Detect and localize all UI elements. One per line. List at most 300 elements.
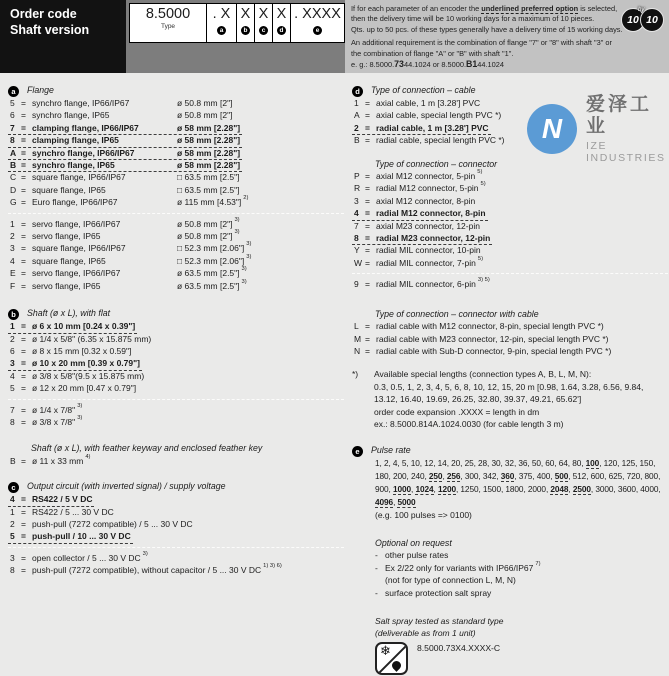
option-row	[8, 267, 249, 279]
flange-options-group2	[8, 218, 344, 292]
delivery-note	[351, 4, 627, 73]
option-desc: radial cable with M12 connector, 8-pin, special length PVC *)	[376, 321, 604, 332]
option-row	[8, 493, 94, 506]
option-desc: ø 6 x 10 mm [0.24 x 0.39"]	[32, 321, 136, 332]
pulse-rate-value: 200	[392, 471, 407, 482]
parameter-letter-badge: b	[241, 26, 250, 35]
footnote-line: ex.: 8.5000.814A.1024.0030 (for cable length 3 m)	[374, 418, 564, 429]
optional-bullet-list	[375, 549, 668, 599]
equals-sign: =	[21, 506, 26, 517]
option-desc: Euro flange, IP66/IP67	[32, 197, 118, 208]
pulse-rate-value: 300	[464, 471, 479, 482]
section-a-title: Flange	[27, 85, 54, 95]
option-code: B	[10, 455, 16, 466]
pulse-rate-value: 342	[482, 471, 497, 482]
option-row	[352, 220, 482, 232]
badge-circle-right: 10	[640, 8, 664, 32]
pulse-rate-value: 512	[572, 471, 587, 482]
option-desc: push-pull (7272 compatible) / 5 ... 30 V DC	[32, 518, 193, 529]
salt-spray-order-code: 8.5000.73X4.XXXX-C	[417, 642, 501, 653]
option-code: 1	[10, 321, 15, 332]
footnote-ref: 3)	[234, 216, 240, 223]
equals-sign: =	[21, 333, 26, 344]
pulse-rate-value: 60	[545, 458, 555, 469]
option-row	[352, 320, 606, 332]
pulse-rate-value: 1024	[415, 483, 434, 494]
option-code: 2	[10, 231, 15, 242]
flange-options-group1	[8, 97, 344, 209]
option-row	[8, 506, 116, 518]
pulse-rate-value: 4096	[375, 496, 394, 507]
option-code: 3	[10, 552, 15, 563]
ize-monogram: N	[541, 113, 563, 144]
note-text: If for each parameter of an encoder the	[351, 4, 482, 13]
order-code-letter-wrap	[277, 25, 286, 35]
option-desc: ø 1/4 x 7/8"	[32, 404, 76, 415]
salt-spray-line1: Salt spray tested as standard type	[375, 615, 504, 626]
option-desc: radial M12 connector, 8-pin	[376, 208, 486, 219]
pulse-rate-value: 4000	[640, 483, 659, 494]
connection-connector-cable-options	[352, 320, 668, 357]
option-row	[8, 255, 253, 267]
pulse-rate-value: 1000	[392, 483, 412, 494]
option-code: D	[10, 184, 17, 195]
equals-sign: =	[21, 255, 26, 266]
footnote-ref: 5)	[477, 169, 483, 176]
option-code: A	[10, 147, 17, 158]
pulse-rate-value: 250	[428, 471, 443, 482]
option-code: F	[10, 280, 16, 291]
option-desc: radial M23 connector, 12-pin	[376, 233, 491, 244]
shaft-options-group1	[8, 320, 344, 394]
pulse-rate-value: 600	[590, 471, 605, 482]
option-row	[352, 333, 610, 345]
option-code: A	[354, 110, 360, 121]
option-desc: axial cable, 1 m [3.28'] PVC	[376, 98, 481, 108]
option-row	[8, 147, 242, 160]
option-row	[8, 404, 84, 416]
group-divider	[8, 547, 344, 548]
equals-sign: =	[365, 245, 370, 256]
equals-sign: =	[21, 110, 26, 121]
pulse-rate-value: 500	[554, 471, 569, 482]
option-dimension: ø 115 mm [4.53"]	[177, 197, 242, 208]
option-desc: RS422 / 5 V DC	[32, 494, 93, 505]
pulse-rate-value: 12	[424, 458, 434, 469]
option-row	[8, 109, 234, 121]
equals-sign: =	[365, 135, 370, 146]
pulse-rate-value: 360	[500, 471, 515, 482]
option-row	[8, 280, 249, 292]
group-divider	[8, 213, 344, 214]
footnote-ref: 3)	[142, 550, 148, 557]
option-desc: ø 12 x 20 mm [0.47 x 0.79"]	[32, 383, 137, 394]
equals-sign: =	[365, 345, 370, 356]
example-flange-code: 73	[394, 59, 404, 70]
bullet-dash: -	[375, 562, 378, 573]
section-b-marker: b	[8, 309, 19, 320]
connection-connector-options	[352, 170, 668, 269]
equals-sign: =	[21, 370, 26, 381]
equals-sign: =	[21, 243, 26, 254]
bullet-text: surface protection salt spray	[385, 587, 492, 598]
option-code: 9	[354, 279, 359, 290]
option-row	[352, 109, 503, 121]
pulse-rate-value: 10	[410, 458, 420, 469]
option-code: G	[10, 197, 17, 208]
badge-circle-left: 10	[621, 8, 645, 32]
pulse-rate-value: 400	[536, 471, 551, 482]
option-code: P	[354, 171, 360, 182]
pulse-rate-value: 1	[375, 458, 380, 469]
pulse-rate-value: 50	[531, 458, 541, 469]
option-desc: ø 10 x 20 mm [0.39 x 0.79"]	[32, 358, 140, 369]
option-code: 7	[10, 122, 15, 133]
equals-sign: =	[21, 197, 26, 208]
output-circuit-group1	[8, 493, 344, 544]
equals-sign: =	[21, 416, 26, 427]
option-row	[8, 242, 253, 254]
option-dimension: ø 50.8 mm [2"]	[177, 231, 233, 242]
connection-connector-subtitle: Type of connection – connector	[375, 158, 498, 169]
option-code: 5	[10, 98, 15, 108]
option-row	[352, 182, 488, 194]
option-code: Y	[354, 245, 360, 256]
order-code-type-label: Type	[160, 23, 176, 30]
option-code: 5	[10, 383, 15, 394]
note-underlined-option: underlined preferred option	[481, 4, 579, 13]
ten-by-ten-badge	[621, 6, 667, 34]
option-code: 7	[10, 404, 15, 415]
bullet-text: other pulse rates	[385, 550, 449, 561]
footnote-line: 13.12, 16.40, 19.69, 26.25, 32.80, 39.37, 49.21, 65.62']	[374, 394, 582, 405]
equals-sign: =	[21, 231, 26, 242]
equals-sign: =	[21, 135, 26, 146]
option-desc: synchro flange, IP66/IP67	[32, 98, 130, 108]
pulse-rate-values: 1, 2, 4, 5, 10, 12, 14, 20, 25, 28, 30, 32, 36, 50, 60, 64, 80, 100, 120, 125, 150, 180, 200, 240, 250, 256, 300, 342, 360, 375, 400, 500, 512, 600, 625, 720, 800, 900, 1000, 1024, 1200, 1250, 1500, 1800, 2000, 2048, 2500, 3000, 3600, 4000, 4096, 5000	[375, 458, 661, 507]
option-dimension: ø 50.8 mm [2"]	[177, 110, 233, 121]
option-dimension: ø 63.5 mm [2.5"]	[177, 268, 240, 279]
footnote-ref: 3)	[246, 253, 252, 260]
equals-sign: =	[365, 321, 370, 332]
option-desc: clamping flange, IP65	[32, 135, 119, 146]
pulse-rate-value: 1250	[460, 483, 479, 494]
note-text: An additional requirement is the combination of flange "7" or "8" with shaft "3" or	[351, 38, 613, 48]
option-row	[8, 333, 153, 345]
option-desc: ø 3/8 x 5/8"(9.5 x 15.875 mm)	[32, 370, 145, 381]
pulse-rate-value: 100	[585, 458, 600, 469]
option-code: 3	[10, 243, 15, 254]
option-desc: synchro flange, IP66/IP67	[32, 147, 135, 158]
footnote-ref: 5)	[477, 255, 484, 262]
option-code: 3	[354, 195, 359, 206]
option-row	[8, 218, 242, 230]
section-e-title: Pulse rate	[371, 445, 411, 456]
equals-sign: =	[21, 280, 26, 291]
footnote-ref: 3)	[241, 278, 247, 285]
equals-sign: =	[21, 383, 26, 394]
footnote-ref: 3)	[246, 241, 252, 248]
option-row	[8, 122, 242, 135]
option-row	[8, 564, 284, 576]
parameter-letter-badge: d	[277, 26, 286, 35]
pulse-rate-value: 720	[626, 471, 641, 482]
footnote-line: 0.3, 0.5, 1, 2, 3, 4, 5, 6, 8, 10, 12, 15, 20 m [0.98, 1.64, 3.28, 6.56, 9.84,	[374, 381, 644, 392]
footnote-ref: 4)	[85, 453, 91, 460]
option-dimension: ø 63.5 mm [2.5"]	[177, 280, 240, 291]
option-desc: radial cable, special length PVC *)	[376, 135, 505, 146]
option-code: W	[354, 257, 363, 268]
option-desc: ø 8 x 15 mm [0.32 x 0.59"]	[32, 345, 132, 356]
equals-sign: =	[365, 183, 370, 194]
footnote-ref: 5)	[480, 181, 486, 188]
equals-sign: =	[365, 98, 370, 108]
section-a-marker: a	[8, 86, 19, 97]
option-row	[352, 257, 485, 269]
section-c-title: Output circuit (with inverted signal) / supply voltage	[27, 481, 226, 492]
order-code-box	[130, 4, 344, 42]
example-code-line	[351, 60, 504, 69]
pulse-rate-value: 2000	[527, 483, 546, 494]
order-code-cell	[206, 4, 236, 42]
left-column	[8, 84, 344, 577]
pulse-rate-value: 25	[464, 458, 474, 469]
pulse-rate-value: 5000	[397, 496, 416, 507]
option-desc: servo flange, IP66/IP67	[32, 268, 121, 279]
option-code: 3	[10, 358, 15, 369]
connection-connector-cable-subtitle: Type of connection – connector with cable	[375, 308, 539, 319]
option-code: 1	[10, 218, 15, 229]
option-desc: radial MIL connector, 7-pin	[376, 257, 476, 268]
note-text: Qts. up to 50 pcs. of these types generally have a delivery time of 15 working days.	[351, 24, 623, 34]
bullet-item	[375, 549, 668, 561]
option-desc: radial M12 connector, 5-pin	[376, 183, 479, 194]
watermark-en-text: IZE INDUSTRIES	[586, 140, 666, 164]
option-dimension: □ 52.3 mm [2.06"]	[177, 255, 245, 266]
option-dimension: ø 58 mm [2.28"]	[177, 122, 241, 133]
delivery-note-paragraph	[351, 4, 627, 35]
option-code: 4	[10, 255, 15, 266]
order-code-letter-wrap	[313, 25, 322, 35]
footnote-ref: 2)	[243, 195, 249, 202]
equals-sign: =	[21, 358, 26, 369]
footnote-ref: 1) 3) 6)	[263, 563, 282, 570]
pulse-rate-value: 36	[518, 458, 528, 469]
option-desc: RS422 / 5 ... 30 V DC	[32, 506, 114, 517]
pulse-rate-value: 30	[491, 458, 501, 469]
parameter-letter-badge: c	[259, 26, 268, 35]
pulse-rate-value: 800	[644, 471, 659, 482]
order-code-cell	[290, 4, 344, 42]
connection-connector-options2	[352, 278, 668, 290]
option-code: 8	[354, 233, 359, 244]
option-row	[8, 320, 137, 333]
option-row	[8, 345, 133, 357]
group-divider	[352, 273, 668, 274]
page-title	[0, 0, 126, 73]
option-code: M	[354, 333, 362, 344]
watermark-cn-text: 爱泽工业	[586, 94, 653, 137]
option-code: 8	[10, 565, 15, 576]
option-desc: radial cable with Sub-D connector, 9-pin, special length PVC *)	[376, 345, 612, 356]
output-circuit-group2	[8, 552, 344, 577]
option-desc: radial cable with M23 connector, 12-pin, special length PVC *)	[376, 333, 609, 344]
option-row	[8, 370, 146, 382]
note-text: the combination of flange "A" or "B" with shaft "1".	[351, 48, 514, 58]
option-desc: push-pull / 10 ... 30 V DC	[32, 531, 131, 542]
option-row	[8, 196, 250, 208]
snowflake-icon: ❄	[380, 643, 391, 659]
shaft-keyway-options	[8, 455, 344, 467]
order-code-letter-wrap	[259, 25, 268, 35]
order-code-letter-wrap	[241, 25, 250, 35]
bullet-dash: -	[375, 587, 378, 598]
option-desc: synchro flange, IP65	[32, 160, 115, 171]
equals-sign: =	[21, 98, 26, 108]
option-code: 1	[10, 506, 15, 517]
option-desc: servo flange, IP66/IP67	[32, 218, 121, 229]
footnote-line: order code expansion .XXXX = length in dm	[374, 406, 540, 417]
option-code: B	[354, 135, 360, 146]
order-code-cell	[254, 4, 272, 42]
footnote-ref: 3)	[77, 414, 83, 421]
pulse-rate-value: 28	[478, 458, 488, 469]
option-dimension: ø 58 mm [2.28"]	[177, 160, 241, 171]
option-row	[8, 171, 241, 183]
pulse-rate-value: 180	[375, 471, 389, 482]
option-desc: square flange, IP65	[32, 184, 106, 195]
option-code: 2	[10, 518, 15, 529]
option-code: L	[354, 321, 359, 332]
equals-sign: =	[21, 552, 26, 563]
equals-sign: =	[21, 565, 26, 576]
section-b-header	[8, 307, 344, 320]
pulse-rate-value: 2500	[572, 483, 591, 494]
option-desc: axial M23 connector, 12-pin	[376, 220, 480, 231]
pulse-rate-value: 375	[518, 471, 533, 482]
equals-sign: =	[365, 279, 370, 290]
option-code: C	[10, 172, 17, 183]
option-desc: servo flange, IP65	[32, 231, 101, 242]
option-row	[8, 159, 242, 172]
option-row	[8, 455, 92, 467]
option-row	[8, 416, 84, 428]
equals-sign: =	[365, 195, 370, 206]
order-code-placeholder: . X	[212, 6, 231, 22]
pulse-rate-value: 64	[558, 458, 568, 469]
option-dimension: ø 50.8 mm [2"]	[177, 98, 233, 108]
equals-sign: =	[21, 531, 26, 542]
shaft-keyway-subtitle: Shaft (ø x L), with feather keyway and enclosed feather key	[31, 443, 263, 454]
footnote-ref: 7)	[535, 560, 541, 567]
option-dimension: □ 63.5 mm [2.5"]	[177, 184, 240, 195]
equals-sign: =	[365, 171, 370, 182]
bullet-item	[375, 562, 668, 574]
option-desc: push-pull (7272 compatible), without capacitor / 5 ... 30 V DC	[32, 565, 262, 576]
footnote-ref: 3)	[241, 266, 247, 273]
pulse-rate-value: 14	[437, 458, 447, 469]
option-desc: ø 11 x 33 mm	[32, 455, 84, 466]
option-row	[8, 552, 150, 564]
option-row	[352, 244, 483, 256]
option-row	[8, 134, 242, 147]
option-row	[352, 232, 492, 245]
option-desc: synchro flange, IP65	[32, 110, 110, 121]
footnote-ref: 3) 5)	[477, 277, 490, 284]
option-dimension: ø 58 mm [2.28"]	[177, 135, 241, 146]
equals-sign: =	[21, 268, 26, 279]
option-desc: ø 1/4 x 5/8" (6.35 x 15.875 mm)	[32, 333, 152, 344]
option-row	[352, 170, 484, 182]
requirement-note-paragraph	[351, 38, 627, 70]
option-row	[8, 518, 195, 530]
header-band	[0, 0, 669, 73]
order-code-cell	[236, 4, 254, 42]
order-code-letter-wrap	[217, 25, 226, 35]
equals-sign: =	[365, 333, 370, 344]
equals-sign: =	[21, 455, 26, 466]
pulse-rate-value: 256	[446, 471, 461, 482]
option-desc: square flange, IP65	[32, 255, 106, 266]
section-a-header	[8, 84, 344, 97]
footnote-ref: 3)	[77, 402, 83, 409]
equals-sign: =	[21, 404, 26, 415]
option-code: 4	[354, 208, 359, 219]
option-row	[8, 530, 133, 543]
option-code: 1	[354, 98, 359, 108]
pulse-rate-value: 1500	[482, 483, 501, 494]
equals-sign: =	[21, 122, 26, 133]
pulse-rate-value: 150	[639, 458, 654, 469]
option-row	[352, 97, 482, 109]
option-row	[8, 97, 234, 109]
section-e-header	[352, 444, 668, 457]
note-text: 44.1024	[477, 60, 504, 70]
option-desc: ø 3/8 x 7/8"	[32, 416, 76, 427]
salt-spray-icon	[375, 642, 408, 675]
section-c-marker: c	[8, 482, 19, 493]
option-code: 2	[10, 333, 15, 344]
section-d-title: Type of connection – cable	[371, 85, 476, 95]
parameter-letter-badge: e	[313, 26, 322, 35]
equals-sign: =	[365, 208, 370, 219]
note-text: 44.1024 or 8.5000.	[403, 60, 467, 70]
connection-cable-options	[352, 97, 668, 147]
option-row	[8, 357, 142, 370]
note-text: is selected,	[578, 4, 618, 13]
equals-sign: =	[365, 110, 370, 121]
order-code-type-cell	[130, 4, 206, 42]
bullet-subtext: (not for type of connection L, M, N)	[385, 575, 516, 586]
order-code-placeholder: X	[240, 6, 251, 22]
section-d-marker: d	[352, 86, 363, 97]
pulse-rate-value: 3600	[617, 483, 636, 494]
option-desc: axial M12 connector, 8-pin	[376, 195, 476, 206]
option-code: 5	[10, 531, 15, 542]
pulse-rate-value: 3000	[595, 483, 614, 494]
option-row	[352, 195, 477, 207]
shaft-options-group2	[8, 404, 344, 429]
pulse-rate-value: 1200	[437, 483, 456, 494]
title-line-2: Shaft version	[10, 23, 90, 37]
option-code: 4	[10, 494, 15, 505]
pulse-rate-value: 5	[401, 458, 407, 469]
pulse-rate-value: 4	[392, 458, 398, 469]
option-row	[352, 207, 488, 220]
optional-on-request-title: Optional on request	[375, 537, 452, 548]
option-desc: square flange, IP66/IP67	[32, 172, 126, 183]
pulse-rate-value: 125	[621, 458, 636, 469]
